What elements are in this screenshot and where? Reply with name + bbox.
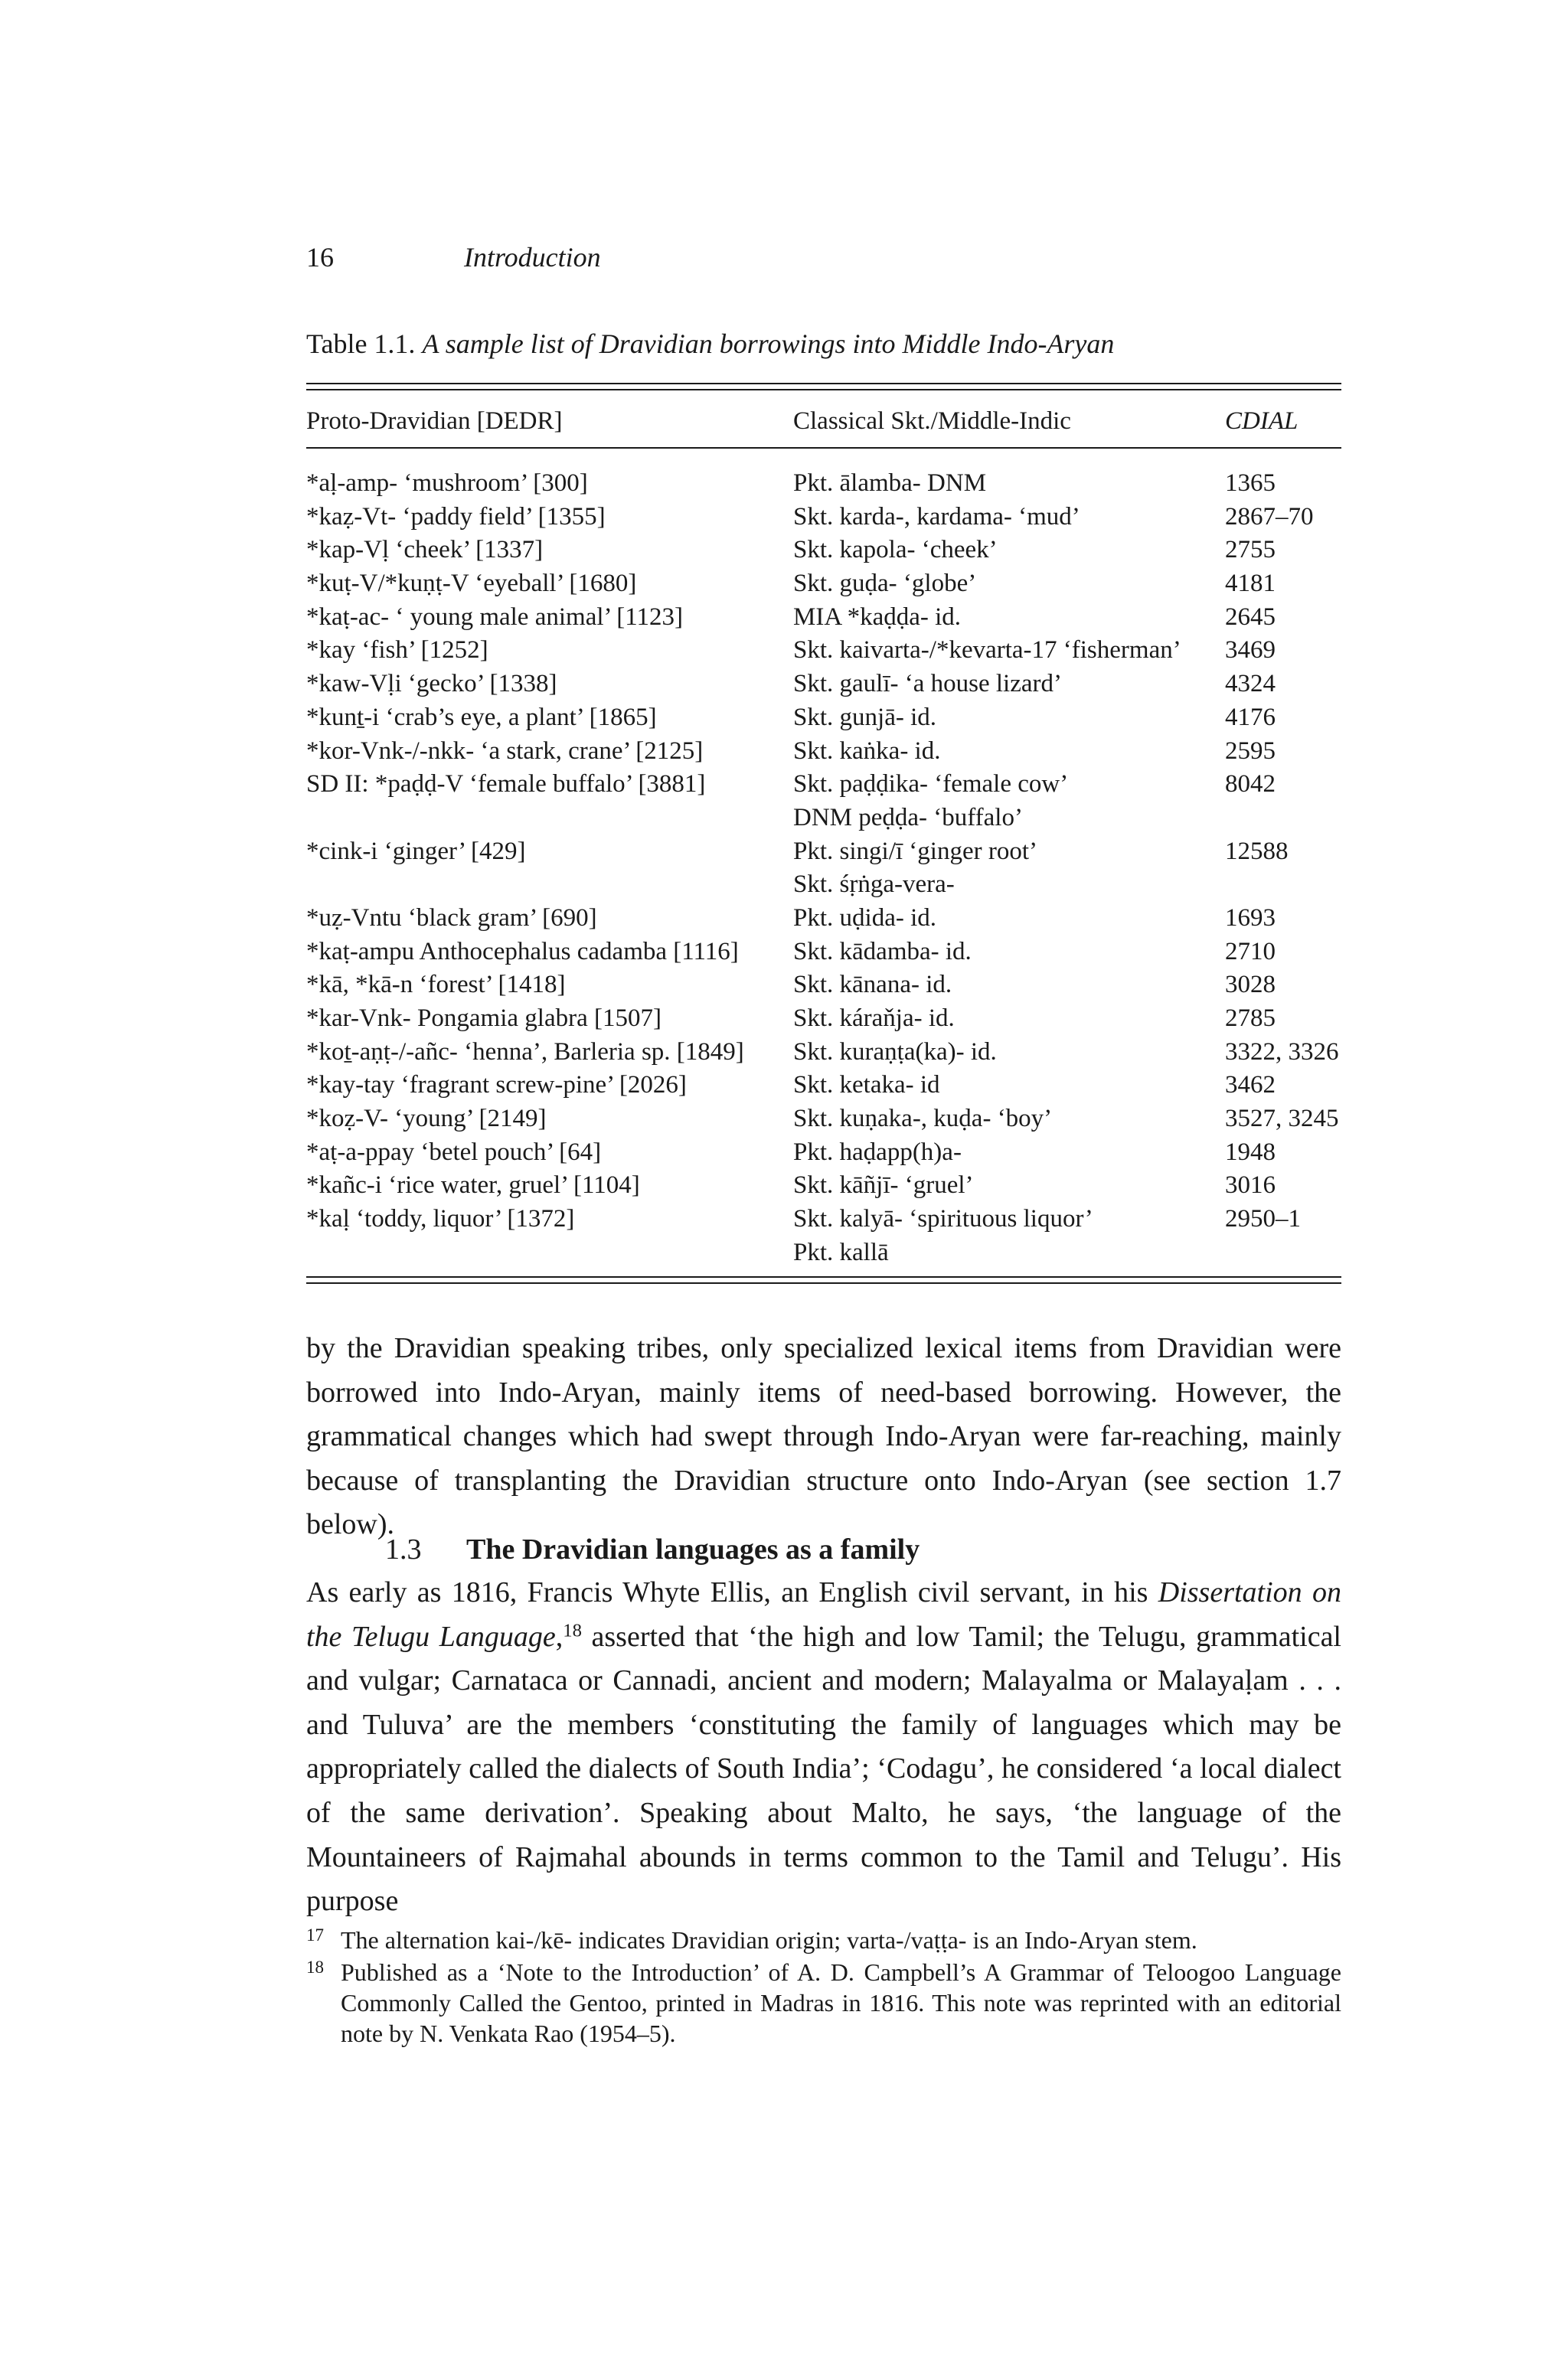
table-cell: 4324 (1225, 670, 1276, 698)
table-cell: 3527, 3245 (1225, 1105, 1339, 1133)
table-row (306, 701, 1341, 735)
table-cell: Skt. ketaka- id (793, 1071, 940, 1099)
table-cell: *kor-Vnk-/-nkk- ‘a stark, crane’ [2125] (306, 736, 704, 765)
table-cell: Skt. paḍḍika- ‘female cow’ (793, 770, 1069, 798)
table-cell: 2595 (1225, 736, 1276, 765)
table-cell: 1365 (1225, 469, 1276, 497)
table-row (306, 902, 1341, 936)
table-cell: Skt. kādamba- id. (793, 937, 972, 965)
table-cell: 4181 (1225, 570, 1276, 598)
table-cell: *kuṭ-V/*kuṇṭ-V ‘eyeball’ [1680] (306, 570, 637, 598)
table-cell: *cink-i ‘ginger’ [429] (306, 837, 526, 865)
table-header-proto-dravidian: Proto-Dravidian [DEDR] (306, 407, 563, 435)
table-cell: 2710 (1225, 937, 1276, 965)
table-cell: Skt. kāñjī- ‘gruel’ (793, 1171, 974, 1200)
table-body (306, 467, 1341, 1270)
table-row (306, 1002, 1341, 1036)
table-cell: Pkt. kallā (793, 1238, 889, 1266)
table-row (306, 1236, 1341, 1270)
table-cell: Skt. káraňja- id. (793, 1004, 955, 1032)
table-top-rule-1 (306, 383, 1341, 384)
paragraph-1 (306, 1327, 1341, 1547)
paragraph-2-work-title: Dissertation on the Telugu Language (306, 1576, 1341, 1653)
table-row (306, 936, 1341, 969)
running-head-section: Introduction (464, 242, 601, 273)
table-cell: Pkt. haḍapp(h)a- (793, 1138, 962, 1166)
table-row (306, 534, 1341, 567)
table-cell: 2785 (1225, 1004, 1276, 1032)
table-header-rule (306, 447, 1341, 449)
table-cell: Skt. karda-, kardama- ‘mud’ (793, 502, 1080, 531)
table-row (306, 835, 1341, 869)
table-cell: Pkt. uḍida- id. (793, 903, 936, 932)
table-cell: 3469 (1225, 636, 1276, 665)
section-heading (385, 1530, 920, 1569)
table-row (306, 501, 1341, 534)
table-header-cdial: CDIAL (1225, 407, 1298, 435)
table-cell: 1948 (1225, 1138, 1276, 1166)
paragraph-2-text-b: asserted that ‘the high and low Tamil; the Telugu, grammatical and vulgar; Carnataca or Cannadi, ancient and modern; Malayalma or Malayaḷam . . . and Tuluva’ are the members ‘constituting the family of languages which may be appropriately called the dialects of South India’; ‘Codagu’, he considered ‘a local dialect of the same derivation’. Speaking about Malto, he says, ‘the language of the Mountaineers of Rajmahal abounds in terms common to the Tamil and Telugu’. His purpose (306, 1620, 1341, 1918)
paragraph-1-text: by the Dravidian speaking tribes, only specialized lexical items from Dravidian were borrowed into Indo-Aryan, mainly items of need-based borrowing. However, the grammatical changes which had swept through Indo-Aryan were far-reaching, mainly because of transplanting the Dravidian structure onto Indo-Aryan (see section 1.7 below). (306, 1332, 1341, 1541)
table-cell: 2867–70 (1225, 502, 1314, 531)
table-cell: Skt. gaulī- ‘a house lizard’ (793, 670, 1062, 698)
footnote-17 (306, 1925, 1341, 1955)
table-caption-title: A sample list of Dravidian borrowings into Middle Indo-Aryan (422, 328, 1115, 359)
table-cell: 2645 (1225, 603, 1276, 631)
footnote-17-mark: 17 (306, 1925, 324, 1945)
table-cell: SD II: *paḍḍ-V ‘female buffalo’ [3881] (306, 770, 706, 798)
table-cell: DNM peḍḍa- ‘buffalo’ (793, 803, 1023, 831)
table-row (306, 1102, 1341, 1136)
table-bottom-rule-2 (306, 1282, 1341, 1284)
table-cell: *kaḷ ‘toddy, liquor’ [1372] (306, 1205, 575, 1233)
table-row (306, 768, 1341, 802)
table-cell: *kar-Vnk- Pongamia glabra [1507] (306, 1004, 662, 1032)
table-cell: *kañc-i ‘rice water, gruel’ [1104] (306, 1171, 640, 1200)
table-top-rule-2 (306, 389, 1341, 390)
table-row (306, 668, 1341, 701)
table-caption-label: Table 1.1. (306, 328, 416, 359)
table-cell: Skt. kānana- id. (793, 971, 952, 999)
table-cell: Skt. kaivarta-/*kevarta-17 ‘fisherman’ (793, 636, 1181, 665)
table-cell: *kunṯ-i ‘crab’s eye, a plant’ [1865] (306, 703, 657, 731)
table-cell: 3028 (1225, 971, 1276, 999)
table-header-classical-skt: Classical Skt./Middle-Indic (793, 407, 1071, 435)
table-cell: 2755 (1225, 536, 1276, 564)
table-cell: 8042 (1225, 770, 1276, 798)
table-cell: 12588 (1225, 837, 1289, 865)
table-cell: *kay-tay ‘fragrant screw-pine’ [2026] (306, 1071, 687, 1099)
table-cell: *kay ‘fish’ [1252] (306, 636, 488, 665)
table-row (306, 1036, 1341, 1070)
table-cell: Skt. kaṅka- id. (793, 736, 941, 765)
table-cell: *uẓ-Vntu ‘black gram’ [690] (306, 903, 597, 932)
section-title: The Dravidian languages as a family (466, 1533, 920, 1566)
table-cell: 4176 (1225, 703, 1276, 731)
table-caption (306, 325, 1114, 362)
table-cell: Skt. śṛṅga-vera- (793, 870, 955, 899)
table-cell: 3322, 3326 (1225, 1037, 1339, 1066)
table-row (306, 601, 1341, 635)
table-cell: *aḷ-amp- ‘mushroom’ [300] (306, 469, 588, 497)
footnote-17-text: The alternation kai-/kē- indicates Dravidian origin; varta-/vaṭṭa- is an Indo-Aryan stem. (341, 1926, 1197, 1954)
running-head (306, 239, 601, 276)
footnote-18 (306, 1957, 1341, 2049)
table-cell: Skt. kapola- ‘cheek’ (793, 536, 998, 564)
table-cell: 3462 (1225, 1071, 1276, 1099)
paragraph-2-text-a: As early as 1816, Francis Whyte Ellis, an English civil servant, in his (306, 1576, 1158, 1608)
table-row (306, 735, 1341, 769)
table-row (306, 567, 1341, 601)
section-number: 1.3 (385, 1533, 422, 1566)
table-cell: Skt. kalyā- ‘spirituous liquor’ (793, 1205, 1093, 1233)
table-cell: *koẓ-V- ‘young’ [2149] (306, 1105, 547, 1133)
table-cell: *kaṭ-ac- ‘ young male animal’ [1123] (306, 603, 684, 631)
table-cell: MIA *kaḍḍa- id. (793, 603, 962, 631)
table-cell: Skt. kuṇaka-, kuḍa- ‘boy’ (793, 1105, 1053, 1133)
table-cell: *kap-Vḷ ‘cheek’ [1337] (306, 536, 544, 564)
table-cell: *kā, *kā-n ‘forest’ [1418] (306, 971, 566, 999)
footnote-18-mark: 18 (306, 1958, 324, 1977)
table-cell: *kaw-Vḷi ‘gecko’ [1338] (306, 670, 557, 698)
table-row (306, 634, 1341, 668)
table-cell: Skt. kuraṇṭa(ka)- id. (793, 1037, 997, 1066)
paragraph-2: As early as 1816, Francis Whyte Ellis, an English civil servant, in his Dissertation on the Telugu Language,$^{18}$ asserted that ‘the high and low Tamil; the Telugu, grammatical and vulgar; Carnataca or Cannadi, ancient and modern; Malayalma or Malayaḷam . . . and Tuluva’ are the members ‘constituting the family of languages which may be appropriately called the dialects of South India’; ‘Codagu’, he considered ‘a local dialect of the same derivation’. Speaking about Malto, he says, ‘the language of the Mountaineers of Rajmahal abounds in terms common to the Tamil and Telugu’. His purpose (306, 1576, 1341, 1918)
table-cell: *koṯ-aṇṭ-/-añc- ‘henna’, Barleria sp. [1849] (306, 1037, 744, 1066)
table-row (306, 802, 1341, 835)
table-row (306, 1203, 1341, 1236)
table-cell: Pkt. singi/ī ‘ginger root’ (793, 837, 1037, 865)
table-row (306, 1069, 1341, 1102)
table-row (306, 1169, 1341, 1203)
table-cell: *kaṭ-ampu Anthocephalus cadamba [1116] (306, 937, 739, 965)
table-cell: 3016 (1225, 1171, 1276, 1200)
table-row (306, 968, 1341, 1002)
table-row (306, 868, 1341, 902)
table-row (306, 1136, 1341, 1170)
table-cell: Skt. gunjā- id. (793, 703, 936, 731)
page-number: 16 (306, 242, 334, 273)
table-cell: Skt. guḍa- ‘globe’ (793, 570, 977, 598)
table-cell: *aṭ-a-ppay ‘betel pouch’ [64] (306, 1138, 602, 1166)
footnote-ref-18: 18 (563, 1620, 582, 1641)
table-cell: 2950–1 (1225, 1205, 1301, 1233)
table-row (306, 467, 1341, 501)
table-cell: 1693 (1225, 903, 1276, 932)
table-bottom-rule-1 (306, 1276, 1341, 1278)
footnote-18-text: Published as a ‘Note to the Introduction’ of A. D. Campbell’s A Grammar of Teloogoo Language Commonly Called the Gentoo, printed in Madras in 1816. This note was reprinted with an editorial note by N. Venkata Rao (1954–5). (341, 1958, 1341, 2047)
table-cell: *kaẓ-Vt- ‘paddy field’ [1355] (306, 502, 606, 531)
table-cell: Pkt. ālamba- DNM (793, 469, 987, 497)
